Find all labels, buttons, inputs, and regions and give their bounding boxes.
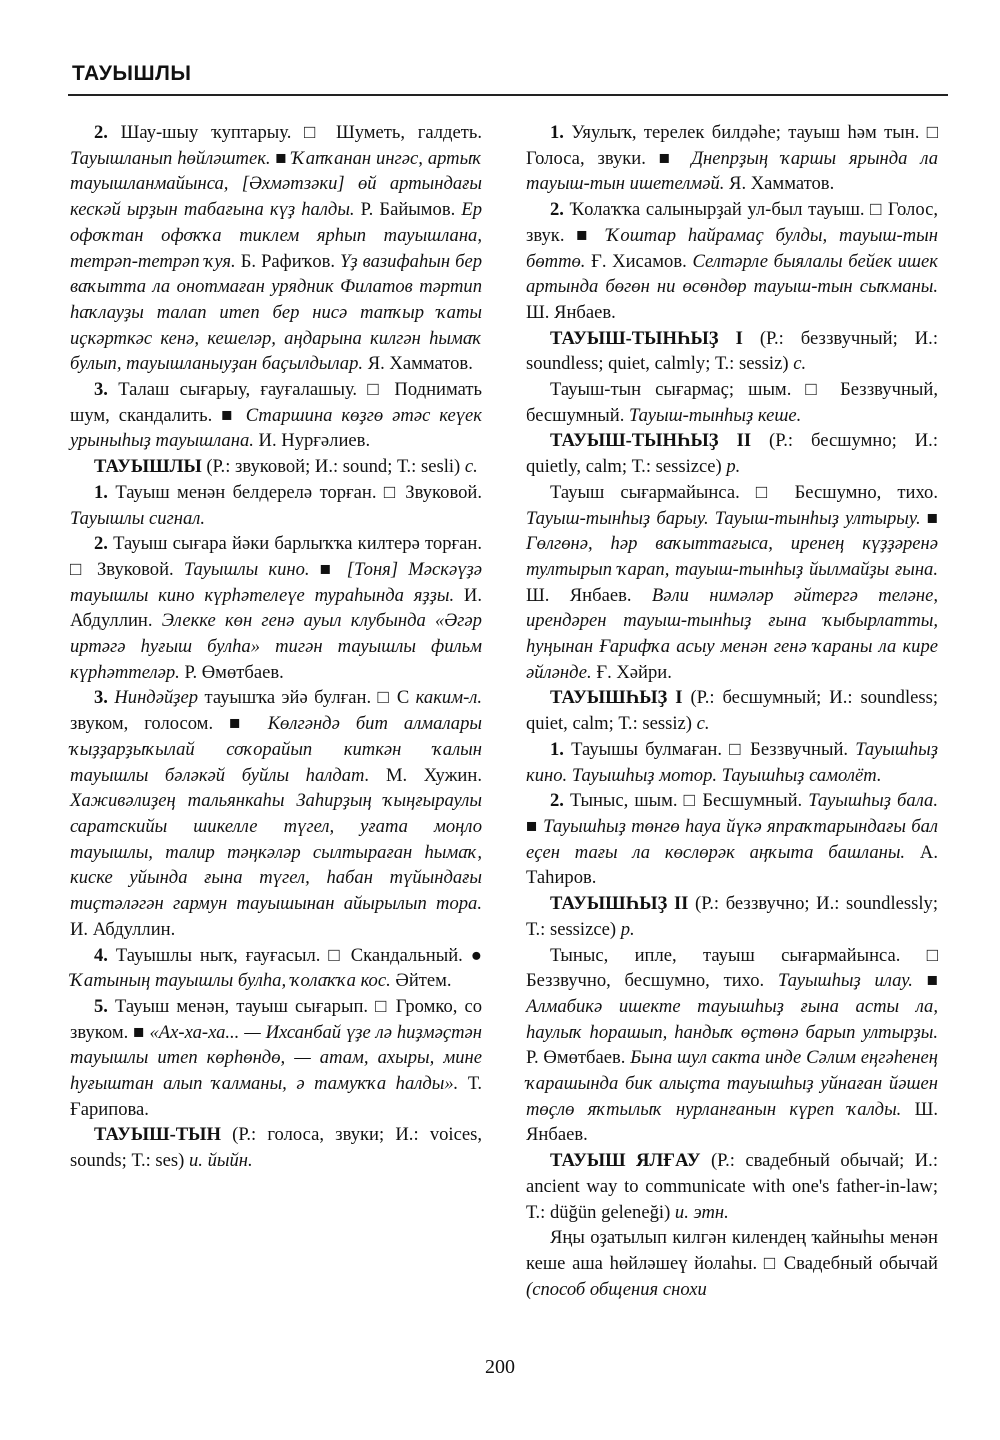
dictionary-paragraph: 1. Тауыш менән белдерелә торған. □ Звуковой. Тауышлы сигнал. bbox=[70, 481, 482, 529]
header-rule bbox=[68, 94, 948, 96]
dictionary-paragraph: ТАУЫШ-ТЫНҺЫҘ I (Р.: беззвучный; И.: soundless; quiet, calmly; Т.: sessiz) с. bbox=[526, 327, 938, 375]
dictionary-paragraph: ТАУЫШ-ТЫНҺЫҘ II (Р.: бесшумно; И.: quietly, calm; Т.: sessizce) р. bbox=[526, 430, 938, 478]
dictionary-paragraph: Тауыш-тын сығармаҫ; шым. □ Беззвучный, бесшумный. Тауыш-тынһыҙ кеше. bbox=[526, 379, 938, 426]
dictionary-paragraph: 1. Тауышы булмаған. □ Беззвучный. Тауышһыҙ кино. Тауышһыҙ мотор. Тауышһыҙ самолёт. bbox=[526, 738, 938, 786]
dictionary-paragraph: 1. Уяулыҡ, терелек билдәһе; тауыш һәм тын. □ Голоса, звуки. ■ Днепрҙың ҡаршы ярында ла тауыш-тын ишетелмәй. Я. Хамматов. bbox=[526, 122, 938, 195]
dictionary-paragraph: ТАУЫШҺЫҘ I (Р.: бесшумный; И.: soundless; quiet, calm; Т.: sessiz) с. bbox=[526, 687, 938, 735]
dictionary-paragraph: ТАУЫШЛЫ (Р.: звуковой; И.: sound; Т.: sesli) с. bbox=[94, 456, 478, 478]
dictionary-paragraph: 2. Тауыш сығара йәки барлыҡҡа килтерә торған. □ Звуковой. Тауышлы кино. ■ [Тоня] Мәскәүҙә тауышлы кино күрһәтелеүе тураһында яҙҙы. И. Абдуллин. Элекке көн генә ауыл клубында «Әгәр иртәгә һуғыш булһа» тигән тауышлы фильм күрһәттеләр. Р. Өмөтбаев. bbox=[70, 533, 483, 683]
dictionary-paragraph: 3. Талаш сығарыу, ғауғалашыу. □ Поднимать шум, скандалить. ■ Старшина көҙгө әтәс кеүек урыныһыҙ тауышлана. И. Нурғәлиев. bbox=[70, 379, 483, 452]
dictionary-paragraph: 3. Ниндәйҙер тауышҡа эйә булған. □ С каким-л. звуком, голосом. ■ Көлгәндә бит алмалары ҡыҙҙарҙыҡылай соҡорайып киткән ҡалын тауышлы бәләкәй буйлы һалдат. М. Хужин. Хаживәлиҙең тальянкаһы Заһирҙың ҡыңғыраулы саратскийы шикелле түгел, уғата моңло тауышлы, талир тәңкәләр сылтыраған һымаҡ, киске уйында ғына түгел, һабан түйындағы тиҫтәләгән гармун тауышынан айырылып тора. И. Абдуллин. bbox=[70, 687, 483, 940]
dictionary-paragraph: Яңы оҙатылып килгән килендең ҡайныһы менән кеше аша һөйләшеү йолаһы. □ Свадебный обычай (способ общения снохи bbox=[526, 1227, 938, 1300]
left-column bbox=[70, 120, 482, 1174]
dictionary-paragraph: 4. Тауышлы ныҡ, ғауғасыл. □ Скандальный. ● Ҡатының тауышлы булһа, ҡолаҡҡа кос. Әйтем. bbox=[70, 944, 482, 992]
dictionary-paragraph: 2. Тыныс, шым. □ Бесшумный. Тауышһыҙ бала. ■ Тауышһыҙ төнгө һауа йүкә япраҡтарындағы бал еҫен тағы ла көслөрәк аңҡыта башланы. А. Таһиров. bbox=[526, 790, 938, 889]
dictionary-paragraph: Тыныс, ипле, тауыш сығармайынса. □ Беззвучно, бесшумно, тихо. Тауышһыҙ илау. ■ Алмабикә ишекте тауышһыҙ ғына асты ла, һаулыҡ һорашып, һандыҡ өҫтөнә барып ултырҙы. Р. Өмөтбаев. Бына шул сакта инде Сәлим еңгәһенең ҡарашында бик алыҫта тауышһыҙ уйнаған йәшен төҫлө яҡтылыҡ нурланғанын күреп ҡалды. Ш. Янбаев. bbox=[526, 944, 938, 1146]
dictionary-paragraph: 5. Тауыш менән, тауыш сығарып. □ Громко, со звуком. ■ «Ах-ха-ха... — Ихсанбай үҙе лә һиҙмәҫтән тауышлы итеп көрһөндө, — атам, ахыры, мине һуғыштан алып ҡалманы, ә тамуҡҡа һалды». Т. Ғарипова. bbox=[70, 995, 482, 1120]
page-number: 200 bbox=[485, 1356, 515, 1378]
dictionary-paragraph: Тауыш сығармайынса. □ Бесшумно, тихо. Тауыш-тынһыҙ барыу. Тауыш-тынһыҙ ултырыу. ■ Гөлгөнә, һәр ваҡыттағыса, иренең күҙҙәренә тултырып ҡарап, тауыш-тынһыҙ йылмайҙы ғына. Ш. Янбаев. Вәли нимәләр әйтергә теләне, ирендәрен тауыш-тынһыҙ ғына ҡыбырлатты, һуңынан Ғарифҡа асыу менән генә ҡараны ла кире әйләнде. Ғ. Хәйри. bbox=[526, 481, 938, 683]
dictionary-paragraph: ТАУЫШ ЯЛҒАУ (Р.: свадебный обычай; И.: ancient way to communicate with one's father-in-law; Т.: düğün geleneği) и. этн. bbox=[526, 1150, 938, 1223]
dictionary-paragraph: 2. Шау-шыу ҡуптарыу. □ Шуметь, галдеть. Тауышланып һөйләштек. ■ Ҡапҡанан ингәс, артыҡ тауышланмайынса, [Әхмәтзәки] өй артындағы кескәй ырҙын табағына күҙ һалды. Р. Байымов. Ер офоҡтан офоҡҡа тиклем ярһып тауышлана, тетрәп-тетрәп ҡуя. Б. Рафиҡов. Үҙ вазифаһын бер ваҡытта ла онотмаған урядник Филатов тәртип һаҡлауҙы талап итеп бер нисә тапҡыр ҡаты иҫкәрткәс кенә, кешеләр, аңдарына килгән һымаҡ булып, тауышланыуҙан баҫылдылар. Я. Хамматов. bbox=[70, 122, 483, 375]
dictionary-paragraph: ТАУЫШ-ТЫН (Р.: голоса, звуки; И.: voices, sounds; Т.: ses) и. йыйн. bbox=[70, 1124, 482, 1172]
dictionary-paragraph: 2. Ҡолаҡҡа салынырҙай ул-был тауыш. □ Голос, звук. ■ Ҡоштар һайрамаҫ булды, тауыш-тын бөттө. Ғ. Хисамов. Селтәрле быялалы бейек ишек артында бөгөн ни өсөндөр тауыш-тын сыҡманы. Ш. Янбаев. bbox=[526, 199, 938, 323]
running-header: ТАУЫШЛЫ bbox=[72, 62, 192, 85]
dictionary-paragraph: ТАУЫШҺЫҘ II (Р.: беззвучно; И.: soundlessly; Т.: sessizce) р. bbox=[526, 893, 938, 940]
right-column bbox=[526, 120, 938, 1302]
